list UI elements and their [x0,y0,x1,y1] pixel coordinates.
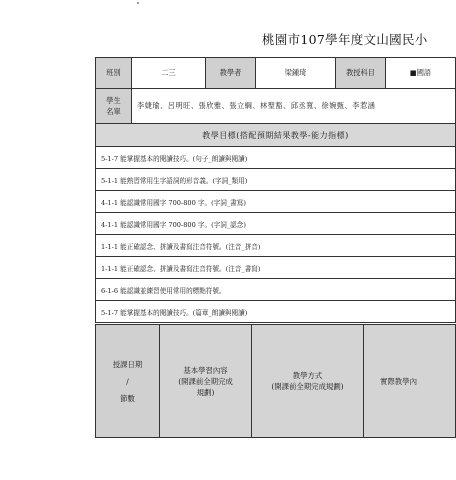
basic-content-note-cont: 規劃) [196,387,215,397]
class-value: 二三 [132,58,206,89]
goal-item: 6-1-6 能認識並練習使用常用的標點符號。 [96,279,456,301]
goal-row [96,169,456,191]
goal-row [96,235,456,257]
goal-row [96,213,456,235]
basic-content-header [160,325,252,438]
date-label: 授課日期 [112,359,143,369]
student-list-row [96,89,456,124]
goal-row [96,279,456,301]
goal-item: 1-1-1 能正確認念、拼讀及書寫注音符號。(注音_書寫) [96,257,456,279]
goal-row [96,257,456,279]
teaching-method-header [252,325,364,438]
student-list-label-text: 學生名單 [106,96,121,116]
teaching-method-title: 教學方式 [292,371,323,380]
schedule-date-header [96,325,160,438]
subject-value: ■國語 [386,58,456,89]
class-label: 班別 [96,58,132,89]
class-info-row [96,58,456,89]
student-list-label [96,89,132,124]
schedule-table [95,324,456,438]
goal-item: 4-1-1 能認識常用國字 700-800 字。(字詞_書寫) [96,191,456,213]
goal-row [96,191,456,213]
goals-header-row [96,124,456,147]
actual-content-header [364,325,456,438]
course-info-table [95,57,456,323]
basic-content-note: (開課前全期完成 [178,376,233,386]
actual-content-title: 實際教學內 [380,376,417,386]
goal-item: 5-1-1 能熟習常用生字語詞的形音義。(字詞_類用) [96,169,456,191]
goal-item: 4-1-1 能認識常用國字 700-800 字。(字詞_認念) [96,213,456,235]
goal-item: 1-1-1 能正確認念、拼讀及書寫注音符號。(注音_拼音) [96,235,456,257]
teaching-method-note: (開課前全期完成規劃) [271,382,344,391]
teacher-label: 教學者 [206,58,256,89]
periods-label: 節數 [120,393,135,403]
schedule-header-row [96,325,456,438]
student-list-value: 李婕瑜、呂明旺、張欣雅、張立綱、林聖豁、邱丞寬、徐婉甄、李惹涵 [132,89,456,124]
document-title: 桃園市107學年度文山國民小 [262,32,428,47]
subject-label: 教授科目 [336,58,386,89]
scan-speck [137,2,139,4]
goal-row [96,301,456,323]
goal-item: 5-1-7 能掌握基本的閱讀技巧。(句子_朗讀與閱讀) [96,147,456,169]
teacher-value: 梁鍾琦 [256,58,336,89]
date-separator: / [126,376,129,386]
goals-header: 教學目標(搭配預期結果教學-能力指標) [96,124,456,147]
goal-row [96,147,456,169]
basic-content-title: 基本學習內容 [183,365,228,375]
goal-item: 5-1-7 能掌握基本的閱讀技巧。(篇章_朗讀與閱讀) [96,301,456,323]
